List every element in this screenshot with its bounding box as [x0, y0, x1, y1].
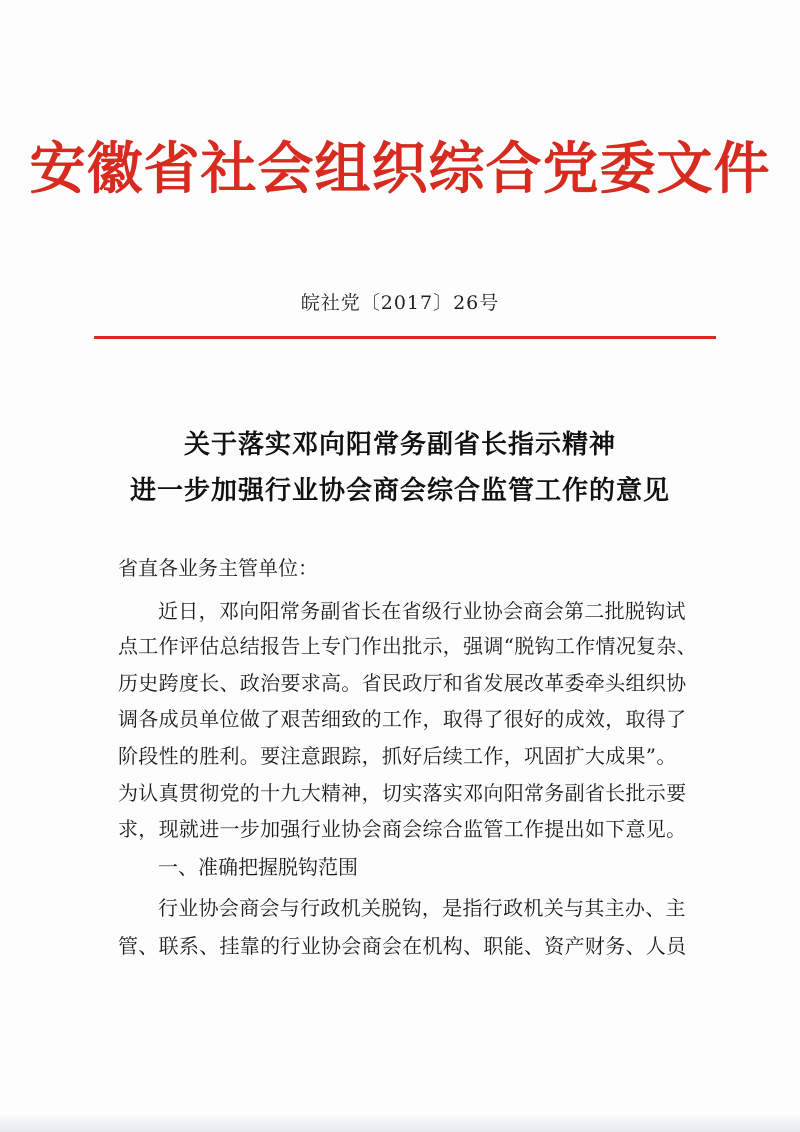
red-divider-line: [94, 336, 716, 339]
paragraph-1-line: 调各成员单位做了艰苦细致的工作，取得了很好的成效，取得了: [118, 707, 687, 731]
paragraph-1-line: 为认真贯彻党的十九大精神，切实落实邓向阳常务副省长批示要: [118, 781, 687, 805]
section-heading: 一、准确把握脱钩范围: [158, 855, 358, 879]
salutation: 省直各业务主管单位：: [118, 556, 318, 580]
paragraph-1-line: 阶段性的胜利。要注意跟踪，抓好后续工作，巩固扩大成果”。: [118, 744, 677, 768]
section-1-line: 管、联系、挂靠的行业协会商会在机构、职能、资产财务、人员: [118, 934, 687, 958]
paragraph-1-line: 历史跨度长、政治要求高。省民政厅和省发展改革委牵头组织协: [118, 671, 687, 695]
document-title-line-1: 关于落实邓向阳常务副省长指示精神: [183, 430, 616, 460]
document-header-title: 安徽省社会组织综合党委文件: [29, 137, 771, 202]
paragraph-1-line: 点工作评估总结报告上专门作出批示，强调“脱钩工作情况复杂、: [118, 634, 697, 658]
document-number: 皖社党〔2017〕26号: [300, 292, 500, 314]
document-title-line-2: 进一步加强行业协会商会综合监管工作的意见: [129, 476, 670, 506]
page-bottom-edge: [0, 1116, 800, 1132]
paragraph-1-line: 求，现就进一步加强行业协会商会综合监管工作提出如下意见。: [118, 817, 687, 841]
section-1-line: 行业协会商会与行政机关脱钩，是指行政机关与其主办、主: [158, 896, 686, 920]
paragraph-1-line: 近日，邓向阳常务副省长在省级行业协会商会第二批脱钩试: [158, 599, 686, 623]
